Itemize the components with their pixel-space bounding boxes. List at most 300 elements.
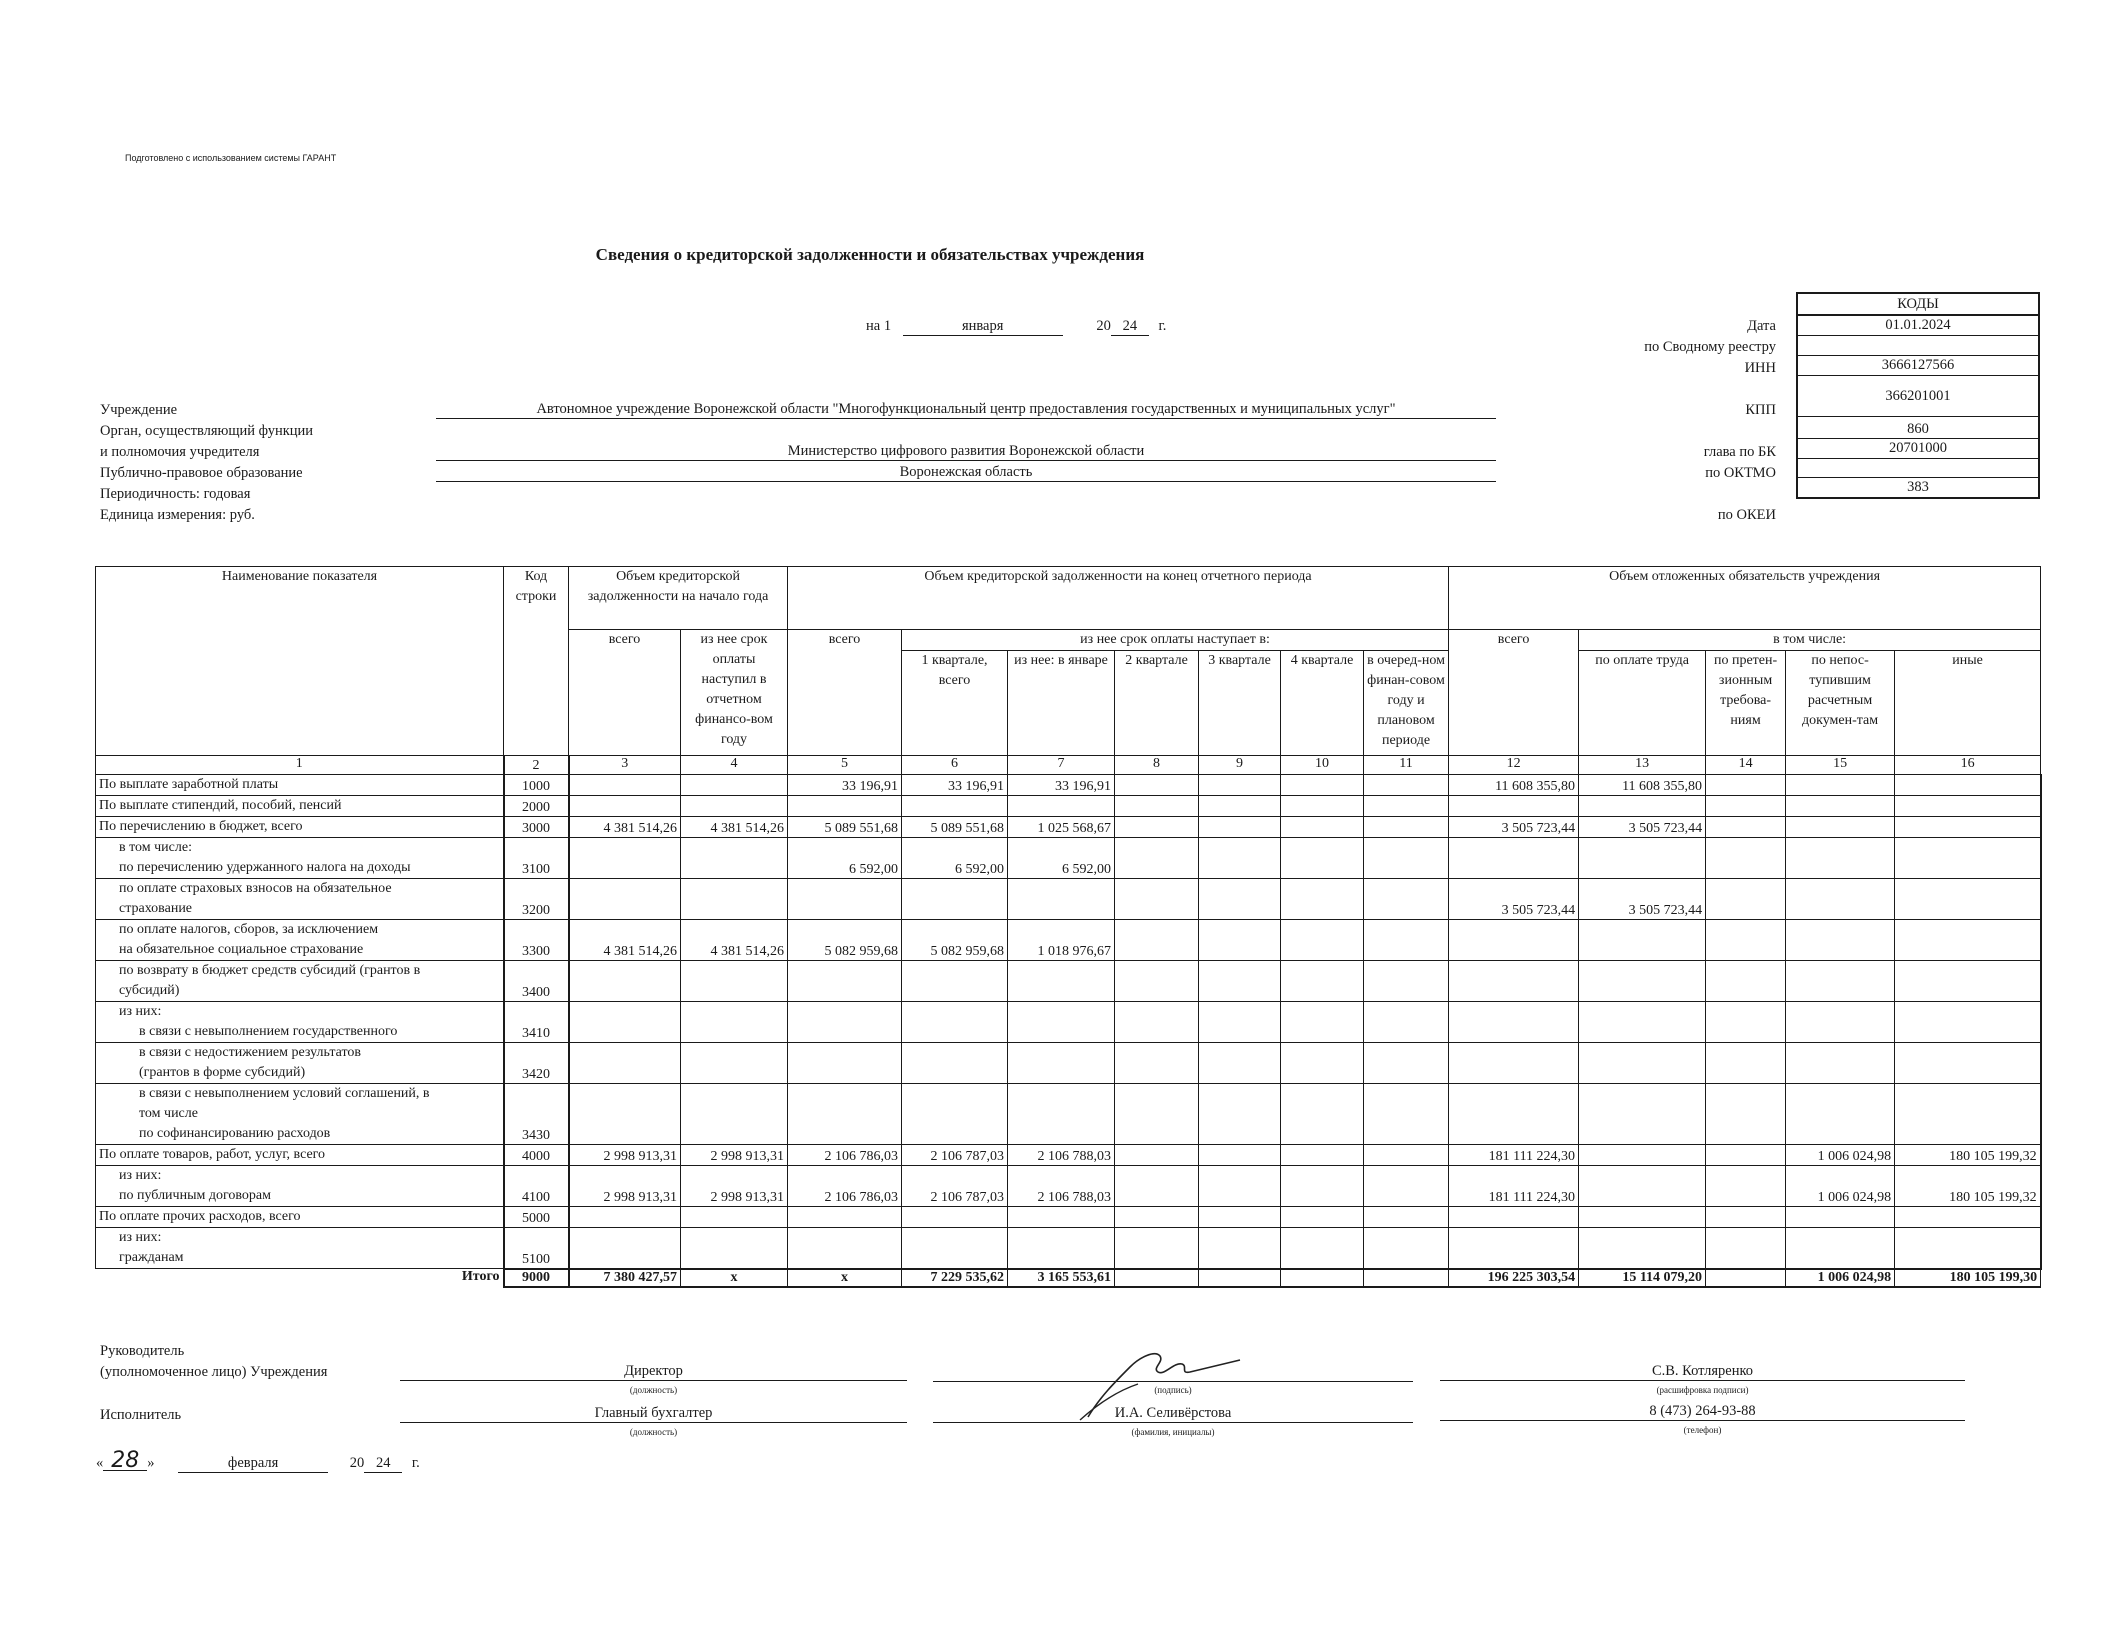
- cell-c13: 3 505 723,44: [1579, 817, 1706, 838]
- cell-c5: 5 082 959,68: [788, 920, 902, 961]
- column-number: 16: [1895, 756, 2041, 775]
- cell-c11: [1364, 775, 1449, 796]
- row-name-line: По оплате прочих расходов, всего: [99, 1209, 301, 1224]
- cell-c6: 5 082 959,68: [902, 920, 1008, 961]
- cell-c16: [1895, 1207, 2041, 1228]
- sig-phone-caption: (телефон): [1683, 1425, 1722, 1435]
- cell-c6: [902, 961, 1008, 1002]
- cell-c8: [1115, 796, 1199, 817]
- cell-c3: [569, 838, 681, 879]
- row-name-line: из них:: [119, 1004, 162, 1019]
- table-row: [96, 817, 2041, 838]
- sig-executor-position-caption: (должность): [629, 1427, 678, 1437]
- table-row: [96, 1084, 2041, 1145]
- head-q1: 1 квартале, всего: [902, 651, 1008, 756]
- cell-c3: [569, 961, 681, 1002]
- cell-c6: 6 592,00: [902, 838, 1008, 879]
- codes-date-label: Дата: [1747, 318, 1776, 334]
- cell-c15: [1786, 1207, 1895, 1228]
- date-line: [866, 318, 1166, 336]
- cell-c13: [1579, 838, 1706, 879]
- sig-date: [96, 1448, 420, 1473]
- cell-c12: [1449, 920, 1579, 961]
- cell-c7: [1008, 1207, 1115, 1228]
- codes-box: [1796, 292, 2040, 499]
- cell-c16: 180 105 199,32: [1895, 1166, 2041, 1207]
- cell-c5: 6 592,00: [788, 838, 902, 879]
- cell-c6: 2 106 787,03: [902, 1166, 1008, 1207]
- sig-executor-name: И.А. Селивёрстова: [933, 1405, 1413, 1423]
- cell-c12: [1449, 1207, 1579, 1228]
- column-number: 13: [1579, 756, 1706, 775]
- column-number: 12: [1449, 756, 1579, 775]
- cell-c7: [1008, 1043, 1115, 1084]
- cell-c14: [1706, 817, 1786, 838]
- head-deferred-total: всего: [1449, 630, 1579, 756]
- cell-c15: [1786, 1043, 1895, 1084]
- head-deferred-group: Объем отложенных обязательств учреждения: [1449, 567, 2041, 630]
- cell-c13: 3 505 723,44: [1579, 879, 1706, 920]
- cell-c7: [1008, 1084, 1115, 1145]
- cell-c3: 2 998 913,31: [569, 1166, 681, 1207]
- cell-c4: [681, 1084, 788, 1145]
- table-row: [96, 879, 2041, 920]
- sig-head-label-2: (уполномоченное лицо) Учреждения: [100, 1364, 328, 1380]
- cell-c13: [1579, 920, 1706, 961]
- cell-c6: [902, 1043, 1008, 1084]
- cell-c3: [569, 775, 681, 796]
- value-founder: Министерство цифрового развития Воронежской области: [436, 443, 1496, 461]
- cell-c9: [1199, 1145, 1281, 1166]
- cell-c14: [1706, 1207, 1786, 1228]
- row-code: 3200: [504, 879, 569, 920]
- column-number: 10: [1281, 756, 1364, 775]
- cell-c14: [1706, 1002, 1786, 1043]
- cell-c11: [1364, 817, 1449, 838]
- sig-executor-position: Главный бухгалтер: [400, 1405, 907, 1423]
- row-name: [96, 817, 504, 838]
- row-name-line: в связи с невыполнением государственного: [139, 1024, 398, 1039]
- row-name-line: По оплате товаров, работ, услуг, всего: [99, 1147, 326, 1162]
- cell-c6: [902, 1002, 1008, 1043]
- total-c7: 3 165 553,61: [1008, 1269, 1115, 1287]
- head-q2: 2 квартале: [1115, 651, 1199, 756]
- codes-header: КОДЫ: [1797, 293, 2039, 315]
- row-code: 5000: [504, 1207, 569, 1228]
- cell-c7: [1008, 879, 1115, 920]
- total-c5: х: [788, 1269, 902, 1287]
- cell-c12: [1449, 1043, 1579, 1084]
- row-code: 2000: [504, 796, 569, 817]
- cell-c11: [1364, 1043, 1449, 1084]
- row-name-line: По выплате стипендий, пособий, пенсий: [99, 798, 342, 813]
- label-unit: Единица измерения: руб.: [100, 507, 255, 523]
- page-title: Сведения о кредиторской задолженности и обязательствах учреждения: [595, 245, 1145, 264]
- cell-c16: [1895, 961, 2041, 1002]
- cell-c9: [1199, 1228, 1281, 1269]
- head-claims: по претен-зионным требова-ниям: [1706, 651, 1786, 756]
- cell-c12: 3 505 723,44: [1449, 879, 1579, 920]
- cell-c15: [1786, 879, 1895, 920]
- row-name-line: субсидий): [119, 983, 180, 998]
- cell-c3: 4 381 514,26: [569, 817, 681, 838]
- cell-c5: 33 196,91: [788, 775, 902, 796]
- cell-c14: [1706, 838, 1786, 879]
- row-name: [96, 920, 504, 961]
- head-name: Наименование показателя: [96, 567, 504, 756]
- column-number: 3: [569, 756, 681, 775]
- cell-c10: [1281, 961, 1364, 1002]
- garant-note: Подготовлено с использованием системы ГАРАНТ: [125, 153, 337, 163]
- row-name: [96, 879, 504, 920]
- cell-c8: [1115, 961, 1199, 1002]
- label-periodicity: Периодичность: годовая: [100, 486, 251, 502]
- cell-c4: [681, 775, 788, 796]
- date-year-prefix: 20: [1096, 318, 1111, 334]
- sig-executor-label: Исполнитель: [100, 1407, 182, 1423]
- codes-kpp-value: 366201001: [1797, 376, 2039, 417]
- cell-c7: [1008, 1002, 1115, 1043]
- codes-registry-value: [1797, 336, 2039, 356]
- cell-c5: [788, 1228, 902, 1269]
- cell-c5: 2 106 786,03: [788, 1145, 902, 1166]
- cell-c15: 1 006 024,98: [1786, 1145, 1895, 1166]
- cell-c7: [1008, 961, 1115, 1002]
- cell-c11: [1364, 961, 1449, 1002]
- cell-c3: [569, 1228, 681, 1269]
- cell-c8: [1115, 1002, 1199, 1043]
- cell-c15: [1786, 796, 1895, 817]
- label-founder-1: Орган, осуществляющий функции: [100, 423, 314, 439]
- row-code: 3400: [504, 961, 569, 1002]
- column-number: 11: [1364, 756, 1449, 775]
- cell-c10: [1281, 1043, 1364, 1084]
- row-name-line: по перечислению удержанного налога на доходы: [119, 860, 411, 875]
- cell-c5: 2 106 786,03: [788, 1166, 902, 1207]
- row-name: [96, 1002, 504, 1043]
- cell-c4: [681, 961, 788, 1002]
- row-name-line: том числе: [139, 1106, 198, 1121]
- row-code: 4100: [504, 1166, 569, 1207]
- cell-c6: [902, 1084, 1008, 1145]
- codes-oktmo-label: по ОКТМО: [1705, 465, 1776, 481]
- row-name-line: по оплате страховых взносов на обязательное: [119, 881, 392, 896]
- cell-c12: 181 111 224,30: [1449, 1145, 1579, 1166]
- sig-date-year-prefix: 20: [349, 1455, 365, 1471]
- cell-c16: [1895, 1228, 2041, 1269]
- cell-c4: 4 381 514,26: [681, 920, 788, 961]
- cell-c11: [1364, 796, 1449, 817]
- head-incl: в том числе:: [1579, 630, 2041, 651]
- row-name: [96, 1228, 504, 1269]
- cell-c15: [1786, 961, 1895, 1002]
- table-row: [96, 1002, 2041, 1043]
- label-public-entity: Публично-правовое образование: [100, 465, 303, 481]
- cell-c7: 2 106 788,03: [1008, 1145, 1115, 1166]
- sig-head-position: Директор: [400, 1363, 907, 1381]
- row-name-line: (грантов в форме субсидий): [139, 1065, 306, 1080]
- table-row: [96, 775, 2041, 796]
- cell-c10: [1281, 1228, 1364, 1269]
- cell-c5: [788, 1043, 902, 1084]
- cell-c8: [1115, 1043, 1199, 1084]
- sig-date-year: 24: [364, 1455, 402, 1473]
- row-name: [96, 796, 504, 817]
- cell-c8: [1115, 775, 1199, 796]
- cell-c11: [1364, 1084, 1449, 1145]
- cell-c15: [1786, 775, 1895, 796]
- total-c4: х: [681, 1269, 788, 1287]
- cell-c5: [788, 1002, 902, 1043]
- cell-c9: [1199, 920, 1281, 961]
- head-begin-group: Объем кредиторской задолженности на начало года: [569, 567, 788, 630]
- cell-c14: [1706, 775, 1786, 796]
- row-name-line: по публичным договорам: [119, 1188, 271, 1203]
- cell-c3: [569, 1207, 681, 1228]
- cell-c15: 1 006 024,98: [1786, 1166, 1895, 1207]
- cell-c4: [681, 879, 788, 920]
- cell-c8: [1115, 1145, 1199, 1166]
- cell-c7: 33 196,91: [1008, 775, 1115, 796]
- cell-c15: [1786, 817, 1895, 838]
- cell-c8: [1115, 1166, 1199, 1207]
- cell-c8: [1115, 1084, 1199, 1145]
- row-code: 3420: [504, 1043, 569, 1084]
- head-due-in: из нее срок оплаты наступает в:: [902, 630, 1449, 651]
- cell-c13: [1579, 796, 1706, 817]
- cell-c6: 33 196,91: [902, 775, 1008, 796]
- codes-oktmo-value: 20701000: [1797, 439, 2039, 459]
- codes-bk-label: глава по БК: [1703, 444, 1776, 460]
- cell-c9: [1199, 775, 1281, 796]
- codes-okei-value: 383: [1797, 478, 2039, 499]
- cell-c5: [788, 961, 902, 1002]
- row-name: [96, 775, 504, 796]
- cell-c7: 1 025 568,67: [1008, 817, 1115, 838]
- cell-c3: [569, 1043, 681, 1084]
- cell-c7: [1008, 796, 1115, 817]
- cell-c3: 2 998 913,31: [569, 1145, 681, 1166]
- column-number: 5: [788, 756, 902, 775]
- cell-c10: [1281, 920, 1364, 961]
- date-year: 24: [1111, 318, 1149, 336]
- codes-registry-label: по Сводному реестру: [1644, 339, 1776, 355]
- cell-c10: [1281, 1145, 1364, 1166]
- cell-c4: [681, 1043, 788, 1084]
- codes-bk-value: 860: [1797, 417, 2039, 439]
- cell-c9: [1199, 1043, 1281, 1084]
- row-name-line: в том числе:: [119, 840, 192, 855]
- cell-c9: [1199, 1207, 1281, 1228]
- row-name: [96, 961, 504, 1002]
- total-c3: 7 380 427,57: [569, 1269, 681, 1287]
- date-month: января: [903, 318, 1063, 336]
- row-name-line: на обязательное социальное страхование: [119, 942, 364, 957]
- cell-c10: [1281, 1002, 1364, 1043]
- handwritten-signature-icon: [1060, 1342, 1260, 1422]
- main-table: [95, 566, 2042, 1288]
- head-end-total: всего: [788, 630, 902, 756]
- cell-c3: [569, 879, 681, 920]
- column-number-row: [96, 756, 2041, 775]
- row-name-line: из них:: [119, 1230, 162, 1245]
- row-name-line: страхование: [119, 901, 193, 916]
- cell-c13: [1579, 1043, 1706, 1084]
- cell-c11: [1364, 1207, 1449, 1228]
- column-number: 2: [504, 756, 569, 775]
- cell-c11: [1364, 1228, 1449, 1269]
- total-c6: 7 229 535,62: [902, 1269, 1008, 1287]
- total-c11: [1364, 1269, 1449, 1287]
- cell-c11: [1364, 1002, 1449, 1043]
- cell-c5: 5 089 551,68: [788, 817, 902, 838]
- column-number: 7: [1008, 756, 1115, 775]
- total-c13: 15 114 079,20: [1579, 1269, 1706, 1287]
- cell-c16: [1895, 1084, 2041, 1145]
- head-q4: 4 квартале: [1281, 651, 1364, 756]
- cell-c14: [1706, 920, 1786, 961]
- cell-c6: [902, 1228, 1008, 1269]
- cell-c16: 180 105 199,32: [1895, 1145, 2041, 1166]
- cell-c15: [1786, 838, 1895, 879]
- sig-executor-name-caption: (фамилия, инициалы): [1131, 1427, 1215, 1437]
- total-c12: 196 225 303,54: [1449, 1269, 1579, 1287]
- cell-c9: [1199, 838, 1281, 879]
- cell-c10: [1281, 1207, 1364, 1228]
- cell-c10: [1281, 879, 1364, 920]
- cell-c8: [1115, 879, 1199, 920]
- row-name: [96, 1207, 504, 1228]
- cell-c12: 181 111 224,30: [1449, 1166, 1579, 1207]
- codes-date-value: 01.01.2024: [1797, 315, 2039, 336]
- cell-c8: [1115, 1207, 1199, 1228]
- row-name-line: по софинансированию расходов: [139, 1126, 331, 1141]
- cell-c9: [1199, 879, 1281, 920]
- row-name-line: гражданам: [119, 1250, 184, 1265]
- cell-c11: [1364, 879, 1449, 920]
- codes-inn-label: ИНН: [1744, 360, 1776, 376]
- cell-c9: [1199, 817, 1281, 838]
- sig-phone: 8 (473) 264-93-88: [1440, 1403, 1965, 1421]
- codes-empty-row: [1797, 459, 2039, 478]
- row-code: 3000: [504, 817, 569, 838]
- table-row: [96, 1043, 2041, 1084]
- row-code: 3430: [504, 1084, 569, 1145]
- row-name-line: из них:: [119, 1168, 162, 1183]
- codes-okei-label: по ОКЕИ: [1717, 507, 1776, 523]
- cell-c8: [1115, 920, 1199, 961]
- cell-c3: [569, 1084, 681, 1145]
- cell-c13: [1579, 961, 1706, 1002]
- table-row: [96, 796, 2041, 817]
- cell-c4: 4 381 514,26: [681, 817, 788, 838]
- cell-c8: [1115, 1228, 1199, 1269]
- value-public-entity: Воронежская область: [436, 464, 1496, 482]
- cell-c4: 2 998 913,31: [681, 1166, 788, 1207]
- cell-c12: [1449, 1002, 1579, 1043]
- row-code: 1000: [504, 775, 569, 796]
- cell-c14: [1706, 1043, 1786, 1084]
- label-institution: Учреждение: [100, 402, 178, 418]
- table-row: [96, 920, 2041, 961]
- cell-c7: 1 018 976,67: [1008, 920, 1115, 961]
- cell-c10: [1281, 796, 1364, 817]
- column-number: 8: [1115, 756, 1199, 775]
- cell-c15: [1786, 920, 1895, 961]
- cell-c6: 5 089 551,68: [902, 817, 1008, 838]
- total-label: Итого: [461, 1269, 500, 1284]
- cell-c7: 6 592,00: [1008, 838, 1115, 879]
- cell-c6: 2 106 787,03: [902, 1145, 1008, 1166]
- table-row: [96, 1145, 2041, 1166]
- cell-c16: [1895, 920, 2041, 961]
- cell-c3: [569, 1002, 681, 1043]
- row-name: [96, 1043, 504, 1084]
- cell-c6: [902, 879, 1008, 920]
- sig-date-month: февраля: [178, 1455, 328, 1473]
- cell-c13: 11 608 355,80: [1579, 775, 1706, 796]
- cell-c11: [1364, 1145, 1449, 1166]
- cell-c14: [1706, 796, 1786, 817]
- cell-c15: [1786, 1228, 1895, 1269]
- cell-c10: [1281, 775, 1364, 796]
- cell-c11: [1364, 920, 1449, 961]
- cell-c13: [1579, 1228, 1706, 1269]
- row-name-line: в связи с невыполнением условий соглашений, в: [139, 1086, 430, 1101]
- cell-c12: [1449, 1084, 1579, 1145]
- table-row: [96, 838, 2041, 879]
- row-name: [96, 838, 504, 879]
- table-row: [96, 961, 2041, 1002]
- head-end-group: Объем кредиторской задолженности на конец отчетного периода: [788, 567, 1449, 630]
- cell-c13: [1579, 1084, 1706, 1145]
- total-c10: [1281, 1269, 1364, 1287]
- table-row: [96, 1207, 2041, 1228]
- cell-c15: [1786, 1002, 1895, 1043]
- cell-c14: [1706, 1166, 1786, 1207]
- total-c8: [1115, 1269, 1199, 1287]
- column-number: 6: [902, 756, 1008, 775]
- date-prefix: на 1: [866, 318, 892, 334]
- row-name-line: По выплате заработной платы: [99, 777, 279, 792]
- head-code: Код строки: [504, 567, 569, 756]
- cell-c9: [1199, 1002, 1281, 1043]
- cell-c8: [1115, 817, 1199, 838]
- cell-c15: [1786, 1084, 1895, 1145]
- total-c9: [1199, 1269, 1281, 1287]
- cell-c3: 4 381 514,26: [569, 920, 681, 961]
- cell-c4: [681, 796, 788, 817]
- table-body: [96, 775, 2041, 1269]
- sig-head-name: С.В. Котляренко: [1440, 1363, 1965, 1381]
- column-number: 14: [1706, 756, 1786, 775]
- sig-date-suffix: г.: [411, 1455, 420, 1471]
- cell-c13: [1579, 1207, 1706, 1228]
- cell-c16: [1895, 838, 2041, 879]
- head-docs: по непос-тупившим расчетным докумен-там: [1786, 651, 1895, 756]
- row-name-line: По перечислению в бюджет, всего: [99, 819, 303, 834]
- cell-c13: [1579, 1145, 1706, 1166]
- cell-c14: [1706, 1145, 1786, 1166]
- sig-date-close-quote: »: [147, 1455, 155, 1471]
- cell-c13: [1579, 1002, 1706, 1043]
- cell-c9: [1199, 796, 1281, 817]
- cell-c5: [788, 1084, 902, 1145]
- cell-c9: [1199, 961, 1281, 1002]
- cell-c8: [1115, 838, 1199, 879]
- cell-c16: [1895, 879, 2041, 920]
- label-founder-2: и полномочия учредителя: [100, 444, 260, 460]
